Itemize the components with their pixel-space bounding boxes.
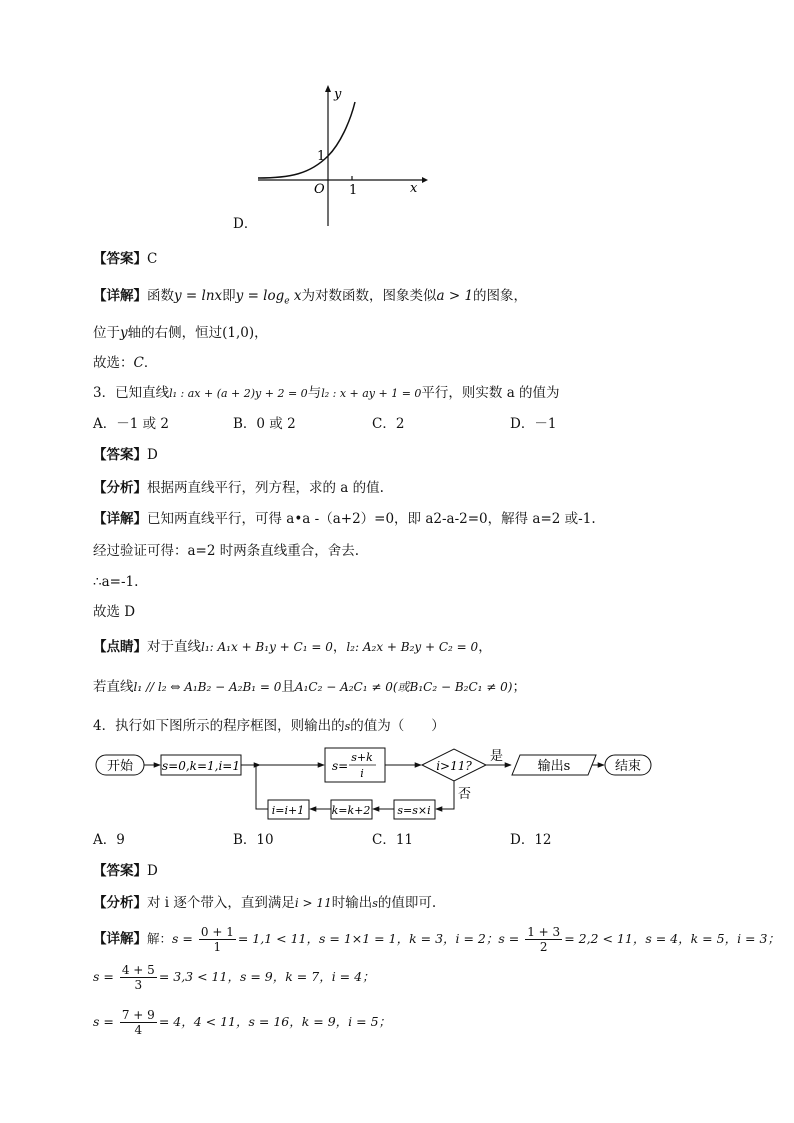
denominator: 4: [134, 1023, 143, 1037]
math: (1,0): [222, 325, 255, 341]
tip-text: 且: [281, 679, 295, 695]
q3-tip: [93, 638, 492, 656]
y-axis-arrow: [325, 85, 331, 92]
detail-text: 的图象，: [473, 288, 528, 304]
graph-option-d-label: D．: [233, 216, 258, 232]
flow-assign-lhs: s=: [332, 759, 349, 773]
tip-text: ；: [512, 679, 526, 695]
denominator: 2: [539, 940, 548, 954]
math: s: [344, 720, 351, 733]
fraction: [120, 1008, 157, 1037]
math-subscript: e: [284, 296, 290, 307]
detail-text: 解：: [147, 931, 173, 946]
analysis-text: 时输出: [331, 895, 373, 911]
numerator: 1 + 3: [527, 925, 561, 939]
q3-verify: 经过验证可得：a=2 时两条直线重合，舍去.: [93, 543, 360, 559]
q3-tip-line2: [93, 678, 526, 696]
detail-text: 已知两直线平行，可得 a•a -（a+2）=0，即 a2-a-2=0，解得 a=2 或-1.: [147, 511, 596, 527]
q3-therefore: ∴a=-1.: [93, 574, 139, 590]
answer-tag: 【答案】: [93, 447, 147, 463]
question-text: 3．已知直线: [93, 385, 170, 401]
q3-analysis: [93, 479, 384, 497]
flow-assign-den: i: [360, 767, 364, 780]
detail-tag: 【详解】: [93, 931, 147, 947]
q2-detail-line3: [93, 354, 157, 372]
flow-start-label: 开始: [106, 759, 134, 774]
x-axis-arrow: [422, 177, 428, 183]
q3-detail: [93, 510, 596, 528]
detail-tag: 【详解】: [93, 511, 147, 527]
detail-text: 位于: [93, 325, 120, 341]
math: = 1,1 < 11，s = 1×1 = 1，k = 3，i = 2；s =: [237, 931, 520, 946]
math: l₁: A₁x + B₁y + C₁ = 0: [201, 640, 333, 654]
flow-init-label: s=0,k=1,i=1: [162, 759, 240, 773]
q4-option-b: B．10: [233, 832, 274, 848]
analysis-tag: 【分析】: [93, 480, 147, 496]
question-text: 的值为（ ）: [350, 718, 445, 734]
q4-detail-line1: [93, 924, 780, 954]
q4-stem: [93, 717, 445, 736]
q4-option-d: D．12: [510, 832, 552, 848]
flow-yes-label: 是: [490, 749, 504, 764]
detail-text: ，: [254, 325, 268, 341]
tip-text: ，: [478, 639, 492, 655]
detail-text: 即: [222, 288, 236, 304]
math: y: [120, 325, 128, 341]
flow-step-s-label: s=s×i: [397, 804, 431, 817]
origin-label: O: [314, 182, 325, 197]
q3-answer: [93, 446, 158, 464]
detail-text: 故选：: [93, 355, 134, 371]
q4-answer: [93, 862, 158, 880]
flow-step-i-label: i=i+1: [271, 804, 305, 817]
question-text: 与: [307, 385, 322, 401]
tip-tag: 【点睛】: [93, 639, 147, 655]
denominator: 1: [213, 940, 222, 954]
q3-stem: [93, 384, 560, 403]
math: l₂: A₂x + B₂y + C₂ = 0: [346, 640, 479, 654]
flow-end-label: 结束: [614, 759, 642, 774]
flow-arrow: [256, 765, 268, 809]
question-text: 4．执行如下图所示的程序框图，则输出的: [93, 718, 345, 734]
math: s =: [93, 1014, 114, 1029]
q2-detail-line2: [93, 324, 268, 342]
q4-detail-line3: [93, 1007, 391, 1037]
math: s =: [93, 969, 114, 984]
answer-value: D: [147, 447, 158, 463]
math: l₂ : x + ay + 1 = 0: [321, 387, 422, 400]
q3-choose: 故选 D: [93, 604, 136, 620]
math: y = lnx: [174, 288, 223, 304]
denominator: 3: [134, 978, 143, 992]
tip-text: 对于直线: [147, 639, 201, 655]
flow-output-label: 输出s: [537, 759, 571, 774]
x-tick-label: 1: [349, 183, 358, 198]
fraction: [525, 925, 562, 954]
numerator: 0 + 1: [200, 925, 234, 939]
math: A₁C₂ − A₂C₁ ≠ 0(或B₁C₂ − B₂C₁ ≠ 0): [294, 680, 513, 694]
answer-value: C: [147, 251, 158, 267]
analysis-tag: 【分析】: [93, 895, 147, 911]
analysis-text: 的值即可.: [377, 895, 437, 911]
program-flowchart: [88, 745, 688, 827]
tip-text: 若直线: [93, 679, 134, 695]
numerator: 4 + 5: [121, 963, 155, 977]
y-axis-label: y: [334, 87, 342, 102]
math: x: [289, 288, 302, 304]
q4-detail-line2: [93, 962, 375, 992]
detail-tag: 【详解】: [93, 288, 147, 304]
answer-tag: 【答案】: [93, 251, 147, 267]
math: i > 11: [294, 896, 332, 910]
q2-detail-line1: [93, 287, 527, 311]
y-tick-label: 1: [317, 149, 326, 164]
tip-text: ，: [332, 639, 347, 655]
math: s =: [172, 931, 193, 946]
math: a > 1: [436, 288, 474, 304]
numerator: 7 + 9: [121, 1008, 155, 1022]
detail-text: 轴的右侧，恒过: [127, 325, 223, 341]
q3-option-b: B．0 或 2: [233, 416, 296, 432]
math: C: [133, 355, 144, 371]
exponential-graph: [240, 80, 440, 235]
detail-text: 为对数函数，图象类似: [301, 288, 437, 304]
answer-tag: 【答案】: [93, 863, 147, 879]
math: = 4，4 < 11，s = 16，k = 9，i = 5；: [158, 1014, 392, 1029]
q3-option-d: D．－1: [510, 416, 557, 432]
math: y = log: [235, 288, 285, 304]
flow-arrow: [436, 781, 454, 809]
detail-text: ．: [143, 355, 158, 371]
flow-assign-num: s+k: [351, 751, 373, 764]
x-axis-label: x: [410, 181, 418, 196]
q2-answer: [93, 250, 157, 268]
math: l₁ : ax + (a + 2)y + 2 = 0: [169, 387, 308, 400]
math: l₁ // l₂ ⇔ A₁B₂ − A₂B₁ = 0: [133, 680, 282, 694]
fraction: [120, 963, 157, 992]
analysis-text: 根据两直线平行，列方程，求的 a 的值.: [147, 480, 384, 496]
math: = 3,3 < 11，s = 9，k = 7，i = 4；: [158, 969, 375, 984]
math: s: [372, 897, 378, 910]
analysis-text: 对 i 逐个带入，直到满足: [147, 895, 295, 911]
math: = 2,2 < 11，s = 4，k = 5，i = 3；: [564, 931, 780, 946]
question-text: 平行，则实数 a 的值为: [421, 385, 560, 401]
q3-option-a: A．－1 或 2: [93, 416, 170, 432]
fraction: [199, 925, 236, 954]
flow-step-k-label: k=k+2: [331, 804, 371, 817]
detail-text: 函数: [147, 288, 174, 304]
q4-option-c: C．11: [372, 832, 414, 848]
q3-option-c: C．2: [372, 416, 405, 432]
q4-analysis: [93, 894, 436, 913]
q4-option-a: A．9: [93, 832, 125, 848]
flow-condition-label: i>11?: [436, 759, 472, 773]
answer-value: D: [147, 863, 158, 879]
flow-no-label: 否: [458, 787, 472, 802]
exp-curve: [258, 102, 355, 178]
